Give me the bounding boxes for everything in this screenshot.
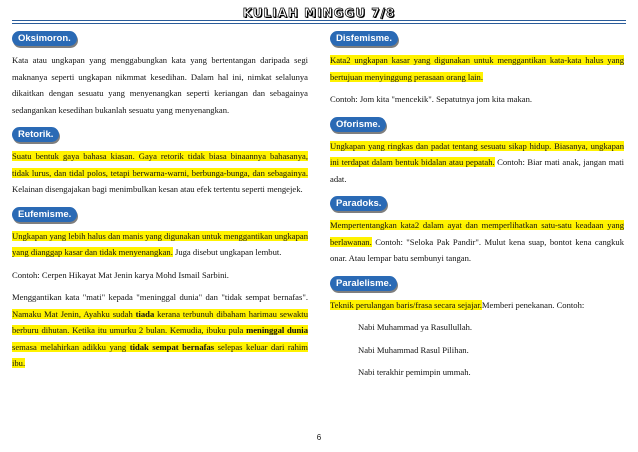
- disfemisme-example: Contoh: Jom kita "mencekik". Sepatutnya jom kita makan.: [330, 94, 533, 104]
- paralelisme-line: Nabi Muhammad Rasul Pilihan.: [358, 344, 469, 355]
- eufemisme-quote: [12, 289, 308, 372]
- section-tag-paralelisme: Paralelisme.: [330, 276, 397, 291]
- quote-d: semasa melahirkan adikku yang: [12, 341, 130, 352]
- section-tag-oforisme: Oforisme.: [330, 117, 386, 132]
- section-tag-disfemisme: Disfemisme.: [330, 31, 398, 46]
- eufemisme-highlight: Ungkapan yang lebih halus dan manis yang digunakan untuk menggantikan ungkapan yang dianggap kasar dan tidak menyenangkan.: [12, 230, 308, 257]
- quote-e: selepas keluar dari rahim ibu.: [12, 341, 308, 368]
- eufemisme-rest: Juga disebut ungkapan lembut.: [172, 247, 282, 257]
- quote-highlight: [12, 309, 308, 369]
- left-column: [12, 28, 308, 378]
- section-tag-oksimoron: Oksimoron.: [12, 31, 77, 46]
- paralelisme-line: Nabi Muhammad ya Rasullullah.: [358, 322, 473, 332]
- oforisme-example: Contoh: Biar mati anak, jangan mati adat.: [330, 157, 624, 184]
- oforisme-text: [330, 138, 624, 188]
- paralelisme-line: Nabi terakhir pemimpin ummah.: [358, 367, 471, 377]
- retorik-text: [12, 148, 308, 198]
- disfemisme-text: [330, 52, 624, 85]
- disfemisme-highlight: Kata2 ungkapan kasar yang digunakan untuk menggantikan kata-kata halus yang bertujuan menyinggung perasaan orang lain.: [330, 55, 624, 82]
- quote-a: Menggantikan kata "mati" kepada "meninggal dunia" dan "tidak sempat bernafas".: [12, 292, 308, 302]
- right-column: [330, 28, 624, 387]
- header-rule-second: [12, 23, 626, 24]
- page-title: KULIAH MINGGU 7/8: [242, 6, 396, 20]
- quote-bold-tidak-sempat: tidak sempat bernafas: [129, 341, 215, 352]
- retorik-rest: Kelainan disengajakan bagi menimbulkan kesan atau efek tertentu seperti mengejek.: [12, 184, 303, 194]
- paradoks-rest: Contoh: "Seloka Pak Pandir". Mulut kena suap, bontot kena cangkuk onar. Atau lempar batu sembunyi tangan.: [330, 236, 624, 263]
- section-tag-paradoks: Paradoks.: [330, 196, 387, 211]
- quote-b: Namaku Mat Jenin, Ayahku sudah: [12, 308, 136, 319]
- eufemisme-text: [12, 228, 308, 261]
- paralelisme-rest: Memberi penekanan. Contoh:: [481, 299, 585, 310]
- paralelisme-highlight: Teknik perulangan baris/frasa secara sejajar.: [330, 299, 482, 310]
- quote-bold-meninggal: meninggal dunia: [246, 325, 308, 335]
- paralelisme-text: [330, 297, 624, 314]
- page-number: 6: [316, 433, 322, 442]
- section-tag-retorik: Retorik.: [12, 127, 59, 142]
- quote-bold-tiada: tiada: [135, 308, 155, 319]
- eufemisme-example: Contoh: Cerpen Hikayat Mat Jenin karya Mohd Ismail Sarbini.: [12, 269, 229, 280]
- oksimoron-text: Kata atau ungkapan yang menggabungkan kata yang bertentangan daripada segi maknanya seperti ungkapan nikmmat kesedihan. Dalam hal ini, nimkat selalunya dikaitkan dengan sesuatu yang menyenangkan seperti keriangan dan sebagainya sedangankan kesedihan bukanlah sesuatu yang menyenangkan.: [12, 55, 308, 115]
- retorik-highlight: Suatu bentuk gaya bahasa kiasan. Gaya retorik tidak biasa binaannya bahasanya, tidak lurus, dan tidal polos, tetapi berwarna-warni, berbunga-bunga, dan sebagainya.: [12, 151, 308, 178]
- quote-c: kerana terbunuh dibaham harimau sewaktu berburu dihutan. Ketika itu umurku 2 bulan. Kemudia, ibuku pula: [12, 308, 308, 335]
- paradoks-highlight: Mempertentangkan kata2 dalam ayat dan memperlihatkan satu-satu keadaan yang berlawanan.: [330, 220, 624, 247]
- header-rule: [12, 20, 626, 21]
- oforisme-highlight: Ungkapan yang ringkas dan padat tentang sesuatu sikap hidup. Biasanya, ungkapan ini terdapat dalam bentuk bidalan atau pepatah.: [330, 140, 624, 167]
- section-tag-eufemisme: Eufemisme.: [12, 207, 77, 222]
- paradoks-text: [330, 217, 624, 267]
